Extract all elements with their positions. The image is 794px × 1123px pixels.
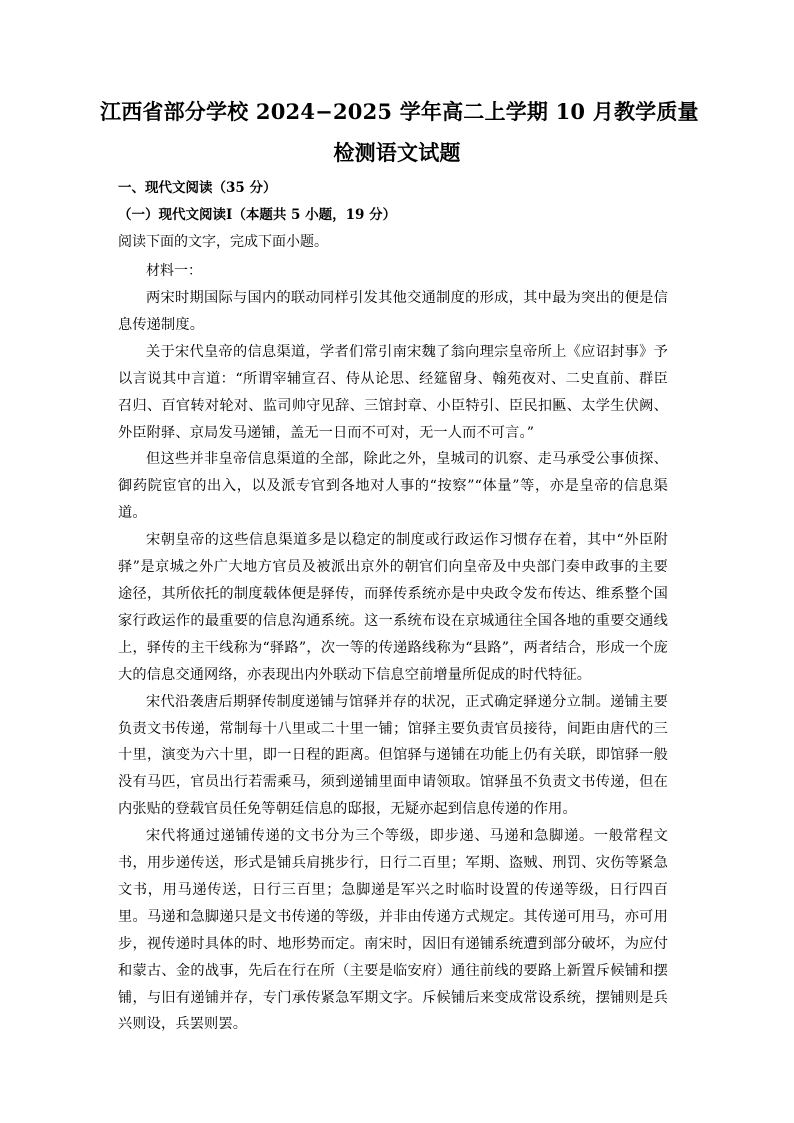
section-heading-1: 一、现代文阅读（35 分） (118, 180, 277, 196)
section-heading-2: （一）现代文阅读Ⅰ（本题共 5 小题，19 分） (118, 207, 397, 223)
material-label: 材料一： (146, 263, 202, 279)
passage-paragraph-3: 但这些并非皇帝信息渠道的全部，除此之外，皇城司的讥察、走马承受公事侦探、御药院宦官的出入，以及派专官到各地对人事的“按察”“体量”等，亦是皇帝的信息渠道。 (118, 451, 668, 522)
passage-paragraph-1: 两宋时期国际与国内的联动同样引发其他交通制度的形成，其中最为突出的便是信息传递制度。 (118, 290, 668, 333)
passage-paragraph-2: 关于宋代皇帝的信息渠道，学者们常引南宋魏了翁向理宗皇帝所上《应诏封事》予以言说其中言道：“所谓宰辅宣召、侍从论思、经筵留身、翰苑夜对、二史直前、群臣召归、百官转对轮对、监司帅守见辞、三馆封章、小臣特引、臣民扣匭、太学生伏阙、外臣附驿、京局发马递铺，盖无一日而不可对，无一人而不可言。” (118, 343, 668, 441)
reading-instruction: 阅读下面的文字，完成下面小题。 (118, 234, 328, 250)
passage-paragraph-5: 宋代沿袭唐后期驿传制度递铺与馆驿并存的状况，正式确定驿递分立制。递铺主要负责文书传递，常制每十八里或二十里一铺；馆驿主要负责官员接待，间距由唐代的三十里，演变为六十里，即一日程的距离。但馆驿与递铺在功能上仍有关联，即馆驿一般没有马匹，官员出行若需乘马，须到递铺里面申请领取。馆驿虽不负责文书传递，但在内张贴的登载官员任免等朝廷信息的邸报，无疑亦起到信息传递的作用。 (118, 693, 668, 818)
passage-paragraph-6: 宋代将通过递铺传递的文书分为三个等级，即步递、马递和急脚递。一般常程文书，用步递传送，形式是铺兵肩挑步行，日行二百里；军期、盗贼、刑罚、灾伤等紧急文书，用马递传送，日行三百里；急脚递是军兴之时临时设置的传递等级，日行四百里。马递和急脚递只是文书传递的等级，并非由传递方式规定。其传递可用马，亦可用步，视传递时具体的时、地形势而定。南宋时，因旧有递铺系统遭到部分破坏，为应付和蒙古、金的战事，先后在行在所（主要是临安府）通往前线的要路上新置斥候铺和摆铺，与旧有递铺并存，专门承传紧急军期文字。斥候铺后来变成常设系统，摆铺则是兵兴则设，兵罢则罢。 (118, 828, 668, 1033)
document-title-line-1: 江西省部分学校 2024−2025 学年高二上学期 10 月教学质量 (100, 99, 699, 124)
passage-body (118, 285, 668, 1038)
passage-paragraph-4: 宋朝皇帝的这些信息渠道多是以稳定的制度或行政运作习惯存在着，其中“外臣附驿”是京城之外广大地方官员及被派出京外的朝官们向皇帝及中央部门奏申政事的主要途径，其所依托的制度载体便是驿传，而驿传系统亦是中央政令发布传达、维系整个国家行政运作的最重要的信息沟通系统。这一系统布设在京城通往全国各地的重要交通线上，驿传的主干线称为“驿路”，次一等的传递路线称为“县路”，两者结合，形成一个庞大的信息交通网络，亦表现出内外联动下信息空前增量所促成的时代特征。 (118, 532, 668, 683)
document-title-line-2: 检测语文试题 (333, 140, 461, 165)
